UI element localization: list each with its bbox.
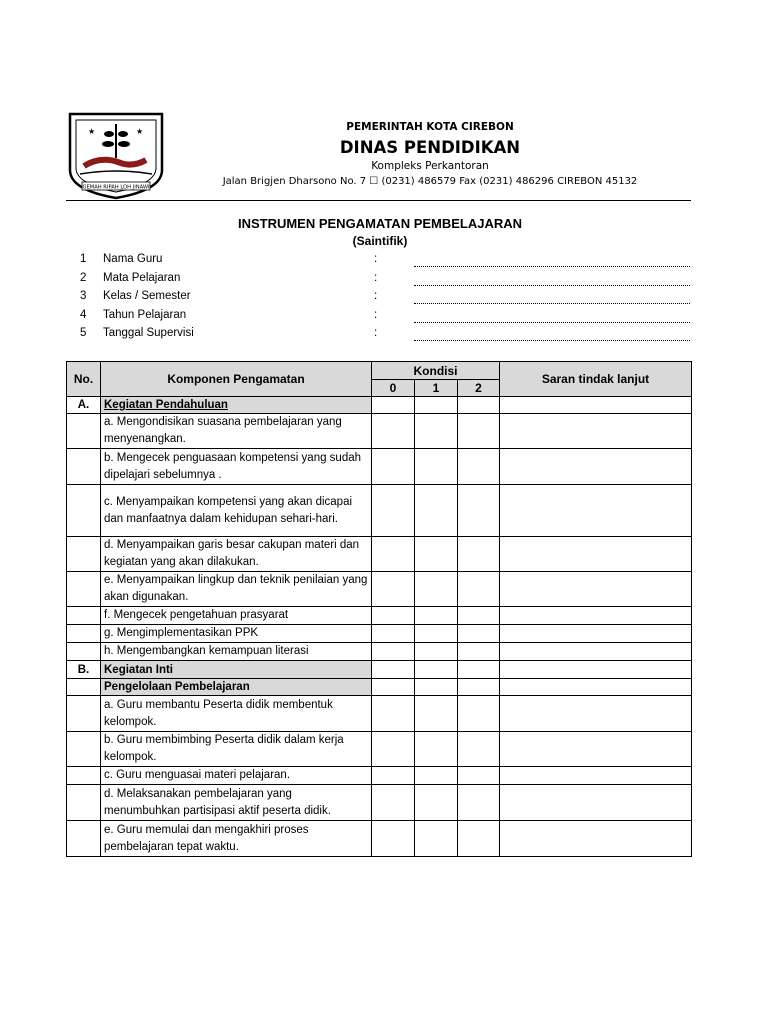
column-header-kondisi-1: 1 [415,380,458,397]
kondisi-cell[interactable] [415,679,458,696]
kondisi-cell[interactable] [372,414,415,449]
city-emblem-logo [66,112,166,200]
kondisi-cell[interactable] [372,537,415,572]
identity-fill-line[interactable] [414,266,690,267]
kondisi-cell[interactable] [372,449,415,485]
item-text: a. Guru membantu Peserta didik membentuk kelompok. [101,696,372,732]
saran-cell[interactable] [500,607,692,625]
section-number: A. [67,397,101,414]
kondisi-cell[interactable] [372,397,415,414]
table-row [67,449,692,485]
identity-label: Tahun Pelajaran [103,309,187,321]
kondisi-cell[interactable] [458,821,500,857]
saran-cell[interactable] [500,767,692,785]
kondisi-cell[interactable] [458,643,500,661]
saran-cell[interactable] [500,821,692,857]
letterhead-divider [66,200,691,201]
kondisi-cell[interactable] [372,485,415,537]
kondisi-cell[interactable] [415,696,458,732]
kondisi-cell[interactable] [415,397,458,414]
table-row [67,785,692,821]
column-header-kondisi-2: 2 [458,380,500,397]
item-text: h. Mengembangkan kemampuan literasi [101,643,372,661]
table-row [67,485,692,537]
kondisi-cell[interactable] [372,679,415,696]
kondisi-cell[interactable] [372,821,415,857]
kondisi-cell[interactable] [372,661,415,679]
kondisi-cell[interactable] [372,767,415,785]
kondisi-cell[interactable] [415,785,458,821]
saran-cell[interactable] [500,661,692,679]
identity-row [80,290,700,308]
item-text: a. Mengondisikan suasana pembelajaran yang menyenangkan. [101,414,372,449]
identity-colon: : [374,272,378,284]
saran-cell[interactable] [500,449,692,485]
table-row [67,572,692,607]
identity-fill-line[interactable] [414,303,690,304]
column-header-kondisi: Kondisi [372,362,500,380]
kondisi-cell[interactable] [415,767,458,785]
column-header-no: No. [67,362,101,397]
identity-row [80,327,700,345]
item-text: c. Guru menguasai materi pelajaran. [101,767,372,785]
kondisi-cell[interactable] [415,625,458,643]
table-row [67,643,692,661]
kondisi-cell[interactable] [458,625,500,643]
section-title: Kegiatan Inti [101,661,372,679]
kondisi-cell[interactable] [415,732,458,767]
identity-fill-line[interactable] [414,322,690,323]
kondisi-cell[interactable] [372,643,415,661]
saran-cell[interactable] [500,485,692,537]
item-text: b. Guru membimbing Peserta didik dalam kerja kelompok. [101,732,372,767]
kondisi-cell[interactable] [458,449,500,485]
column-header-kondisi-0: 0 [372,380,415,397]
identity-colon: : [374,253,378,265]
kondisi-cell[interactable] [458,572,500,607]
table-row [67,607,692,625]
saran-cell[interactable] [500,625,692,643]
kondisi-cell[interactable] [372,572,415,607]
column-header-komponen: Komponen Pengamatan [101,362,372,397]
section-number: B. [67,661,101,679]
document-subtitle: (Saintifik) [352,234,408,248]
identity-number: 4 [80,309,87,321]
kondisi-cell[interactable] [415,607,458,625]
table-header-row [67,362,692,380]
subsection-row [67,679,692,696]
identity-row [80,272,700,290]
kondisi-cell[interactable] [415,485,458,537]
kondisi-cell[interactable] [372,785,415,821]
table-row [67,732,692,767]
office-name: DINAS PENDIDIKAN [339,138,521,157]
kondisi-cell[interactable] [415,572,458,607]
kondisi-cell[interactable] [458,732,500,767]
kondisi-cell[interactable] [458,767,500,785]
identity-fill-line[interactable] [414,285,690,286]
identity-number: 3 [80,290,87,302]
identity-fill-line[interactable] [414,340,690,341]
section-row [67,397,692,414]
logo-motto: GEMAH RIPAH LOH JINAWI [82,184,150,191]
observation-table [66,361,692,857]
item-text: c. Menyampaikan kompetensi yang akan dicapai dan manfaatnya dalam kehidupan sehari-hari. [101,485,372,537]
kondisi-cell[interactable] [458,397,500,414]
kondisi-cell[interactable] [415,537,458,572]
saran-cell[interactable] [500,572,692,607]
saran-cell[interactable] [500,732,692,767]
table-row [67,767,692,785]
kondisi-cell[interactable] [372,732,415,767]
identity-colon: : [374,309,378,321]
svg-text:★: ★ [136,127,144,136]
item-text: f. Mengecek pengetahuan prasyarat [101,607,372,625]
saran-cell[interactable] [500,696,692,732]
kondisi-cell[interactable] [458,785,500,821]
identity-label: Mata Pelajaran [103,272,181,284]
item-text: e. Menyampaikan lingkup dan teknik penilaian yang akan digunakan. [101,572,372,607]
kondisi-cell[interactable] [458,414,500,449]
identity-number: 2 [80,272,87,284]
identity-label: Kelas / Semester [103,290,191,302]
identity-number: 1 [80,253,87,265]
kondisi-cell[interactable] [458,537,500,572]
kondisi-cell[interactable] [458,679,500,696]
saran-cell[interactable] [500,643,692,661]
identity-colon: : [374,327,378,339]
identity-number: 5 [80,327,87,339]
saran-cell[interactable] [500,785,692,821]
kondisi-cell[interactable] [458,607,500,625]
office-complex: Kompleks Perkantoran [371,160,489,172]
section-title: Kegiatan Pendahuluan [101,397,372,414]
identity-label: Nama Guru [103,253,163,265]
table-row [67,821,692,857]
document-title: INSTRUMEN PENGAMATAN PEMBELAJARAN [237,216,523,231]
saran-cell[interactable] [500,537,692,572]
table-row [67,625,692,643]
item-text: g. Mengimplementasikan PPK [101,625,372,643]
saran-cell[interactable] [500,679,692,696]
item-text: d. Melaksanakan pembelajaran yang menumbuhkan partisipasi aktif peserta didik. [101,785,372,821]
office-address: Jalan Brigjen Dharsono No. 7 ☐ (0231) 486579 Fax (0231) 486296 CIREBON 45132 [222,176,638,187]
subsection-title: Pengelolaan Pembelajaran [101,679,372,696]
item-text: e. Guru memulai dan mengakhiri proses pembelajaran tepat waktu. [101,821,372,857]
kondisi-cell[interactable] [458,485,500,537]
saran-cell[interactable] [500,397,692,414]
identity-row [80,253,700,271]
item-text: b. Mengecek penguasaan kompetensi yang sudah dipelajari sebelumnya . [101,449,372,485]
section-row [67,661,692,679]
item-text: d. Menyampaikan garis besar cakupan materi dan kegiatan yang akan dilakukan. [101,537,372,572]
kondisi-cell[interactable] [415,414,458,449]
kondisi-cell[interactable] [415,449,458,485]
kondisi-cell[interactable] [415,643,458,661]
table-row [67,537,692,572]
table-row [67,696,692,732]
column-header-saran: Saran tindak lanjut [500,362,692,397]
svg-text:★: ★ [88,127,96,136]
identity-label: Tanggal Supervisi [103,327,194,339]
kondisi-cell[interactable] [372,696,415,732]
saran-cell[interactable] [500,414,692,449]
kondisi-cell[interactable] [372,625,415,643]
kondisi-cell[interactable] [372,607,415,625]
identity-colon: : [374,290,378,302]
identity-row [80,309,700,327]
kondisi-cell[interactable] [458,696,500,732]
government-name: PEMERINTAH KOTA CIREBON [346,121,514,133]
table-row [67,414,692,449]
kondisi-cell[interactable] [415,661,458,679]
kondisi-cell[interactable] [415,821,458,857]
kondisi-cell[interactable] [458,661,500,679]
